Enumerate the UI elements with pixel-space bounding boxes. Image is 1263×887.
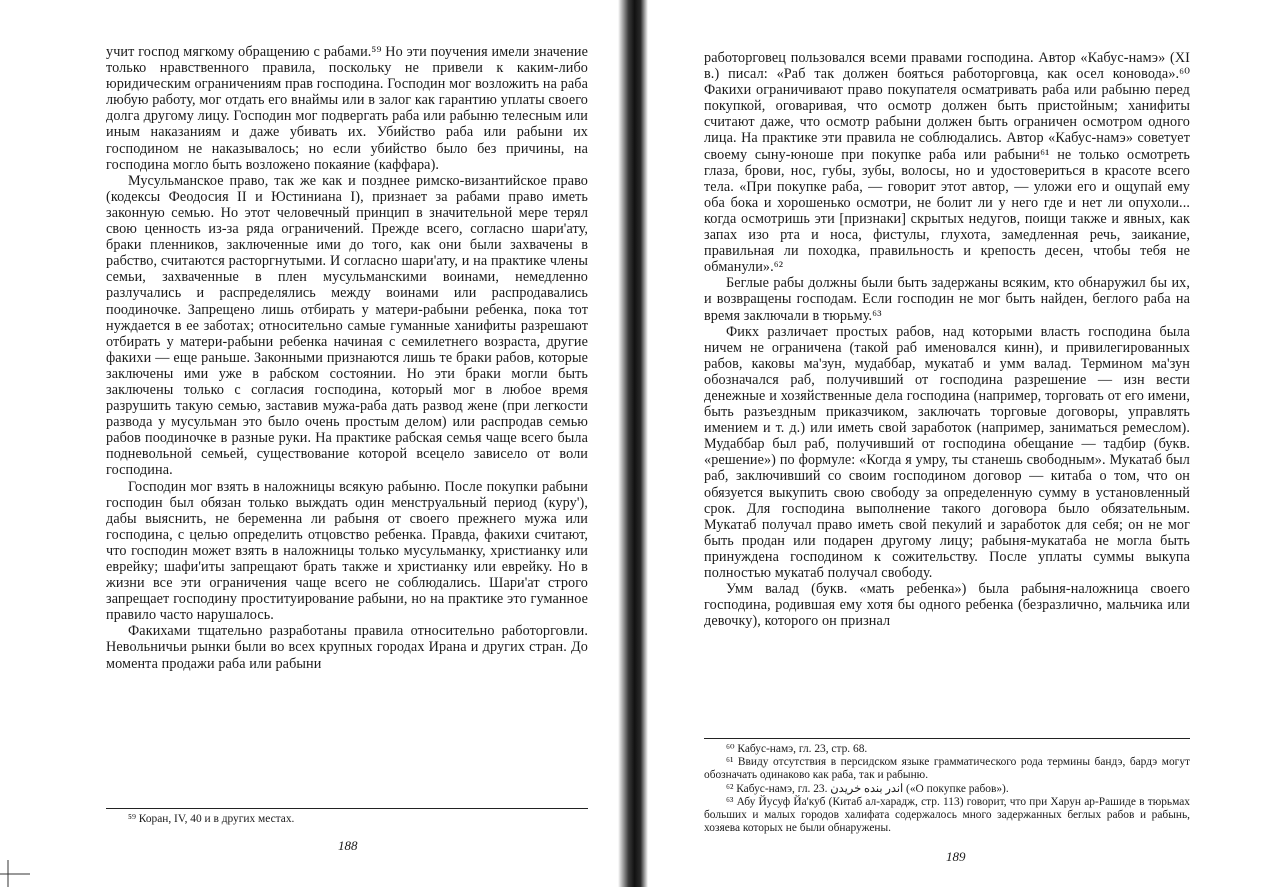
left-page-footnotes <box>106 808 588 826</box>
footnote: ⁵⁹ Коран, IV, 40 и в других местах. <box>128 813 295 825</box>
right-page-body <box>704 50 1190 629</box>
paragraph: Умм валад (букв. «мать ребенка») была рабыня-наложница своего господина, родившая ему хотя бы одного ребенка (безразлично, мальчика или девочку), которого он признал <box>704 581 1190 630</box>
footnote: ⁶² Кабус-намэ, гл. 23. اندر بنده خریدن («О покупке рабов»). <box>726 782 1009 795</box>
left-page <box>106 0 588 887</box>
paragraph: Мусульманское право, так же как и позднее римско-византийское право (кодексы Феодосия II и Юстиниана I), признает за рабами право иметь законную семью. Но этот человечный принцип в значительной мере терял свою ценность из-за ряда ограничений. Прежде всего, согласно шари'ату, браки пленников, заключенные ими до того, как они были захвачены в рабство, считаются расторгнутыми. И согласно шари'ату, и на практике члены семьи, захваченные в плен мусульманскими воинами, немедленно разлучались и распределялись между воинами или распродавались поодиночке. Запрещено лишь отбирать у матери-рабыни ребенка, пока тот нуждается в ее заботах; относительно самые гуманные ханифиты разрешают отбирать у матери-рабыни ребенка начиная с семилетнего возраста, другие факихи — еще раньше. Законными признаются лишь те браки рабов, которые заключены ими уже в рабском состоянии. Но эти браки могли быть заключены только с согласия господина, который мог в любое время разрушить такую семью, заставив мужа-раба дать развод жене (при легкости развода у мусульман это было очень простым делом) или распродав семью рабов поодиночке в разные руки. На практике рабская семья чаще всего была подневольной семьей, существование которой всецело зависело от воли господина. <box>106 172 588 479</box>
book-gutter-shadow <box>618 0 648 887</box>
page-number: 188 <box>338 838 358 853</box>
paragraph: Факихами тщательно разработаны правила относительно работорговли. Невольничьи рынки были во всех крупных городах Ирана и других стран. До момента продажи раба или рабыни <box>106 623 588 672</box>
footnote: ⁶¹ Ввиду отсутствия в персидском языке грамматического рода термины бандэ, бардэ могут обозначать одинаково как раба, так и рабыню. <box>704 756 1190 782</box>
paragraph: работорговец пользовался всеми правами господина. Автор «Кабус-намэ» (XI в.) писал: «Раб так должен бояться работорговца, как осел коновода».⁶⁰ Факихи ограничивают право покупателя осматривать раба или рабыню перед покупкой, оговаривая, что осмотр должен быть пристойным; ханифиты считают даже, что осмотр рабыни должен быть ограничен осмотром одного лица. На практике эти правила не соблюдались. Автор «Кабус-намэ» советует своему сыну-юноше при покупке раба или рабыни⁶¹ не только осмотреть глаза, брови, нос, губы, зубы, волосы, но и удостовериться в красоте всего тела. «При покупке раба, — говорит этот автор, — уложи его и ощупай ему оба бока и хорошенько осмотри, не болит ли у него где и нет ли опухоли... когда осмотришь эти [признаки] скрытых недугов, поищи также и явных, как запах изо рта и носа, фистулы, глухота, замедленная речь, заикание, правильная ли походка, правильность и крепость десен, чтобы тебя не обманули».⁶² <box>704 50 1190 276</box>
footnote: ⁶⁰ Кабус-намэ, гл. 23, стр. 68. <box>726 743 868 755</box>
paragraph: Господин мог взять в наложницы всякую рабыню. После покупки рабыни господин был обязан только выждать один менструальный период (куру'), дабы выяснить, не беременна ли рабыня от своего прежнего мужа или господина, с целью определить отцовство ребенка. Правда, факихи считают, что господин может взять в наложницы только мусульманку, христианку или еврейку; шафи'иты запрещают брать также и христианку или еврейку. Но в жизни все эти ограничения чаще всего не соблюдались. Шари'ат строго запрещает господину проституирование рабыни, но на практике это гуманное правило часто нарушалось. <box>106 478 588 624</box>
scan-crop-mark-icon <box>0 860 30 887</box>
right-page-footnotes <box>704 738 1190 835</box>
paragraph: учит господ мягкому обращению с рабами.⁵⁹ Но эти поучения имели значение только нравственного правила, поскольку не привели к каким-либо юридическим ограничениям прав господина. Господин мог возложить на раба любую работу, мог отдать его внаймы или в залог как гарантию уплаты своего долга другому лицу. Господин мог подвергать раба или рабыню телесным или иным наказаниям и даже убивать их. Убийство раба или рабыни их господином не наказывалось; но если убийство было без причины, на господина могло быть возложено покаяние (каффара). <box>106 44 588 173</box>
left-page-body <box>106 44 588 672</box>
paragraph: Фикх различает простых рабов, над которыми власть господина была ничем не ограничена (такой раб именовался кинн), и привилегированных рабов, каковы ма'зун, мудаббар, мукатаб и умм валад. Термином ма'зун обозначался раб, получивший от господина разрешение — изн вести денежные и хозяйственные дела господина (например, торговать от его имени, быть разъездным приказчиком, заключать торговые договоры, управлять имением и т. д.) или иметь свой заработок (например, заниматься ремеслом). Мудаббар был раб, получивший от господина обещание — тадбир (букв. «решение») по формуле: «Когда я умру, ты станешь свободным». Мукатаб был раб, заключивший со своим господином договор — китаба о том, что он обязуется выкупить свою свободу за определенную сумму в установленный срок. Для господина выполнение такого договора было обязательным. Мукатаб получал право иметь свой пекулий и заработок для себя; он не мог быть продан или подарен другому лицу; рабыня-мукатаба не могла быть принуждена господином к сожительству. После уплаты суммы выкупа полностью мукатаб получал свободу. <box>704 323 1190 581</box>
right-page <box>704 0 1190 887</box>
footnote: ⁶³ Абу Йусуф Йа'куб (Китаб ал-харадж, стр. 113) говорит, что при Харун ар-Рашиде в тюрьмах больших и малых городов халифата содержалось много задержанных беглых рабов и рабынь, хозяева которых не были обнаружены. <box>704 795 1190 835</box>
page-number: 189 <box>946 849 966 864</box>
paragraph: Беглые рабы должны были быть задержаны всяким, кто обнаружил бы их, и возвращены господам. Если господин не мог быть найден, беглого раба на время заключали в тюрьму.⁶³ <box>704 275 1190 324</box>
